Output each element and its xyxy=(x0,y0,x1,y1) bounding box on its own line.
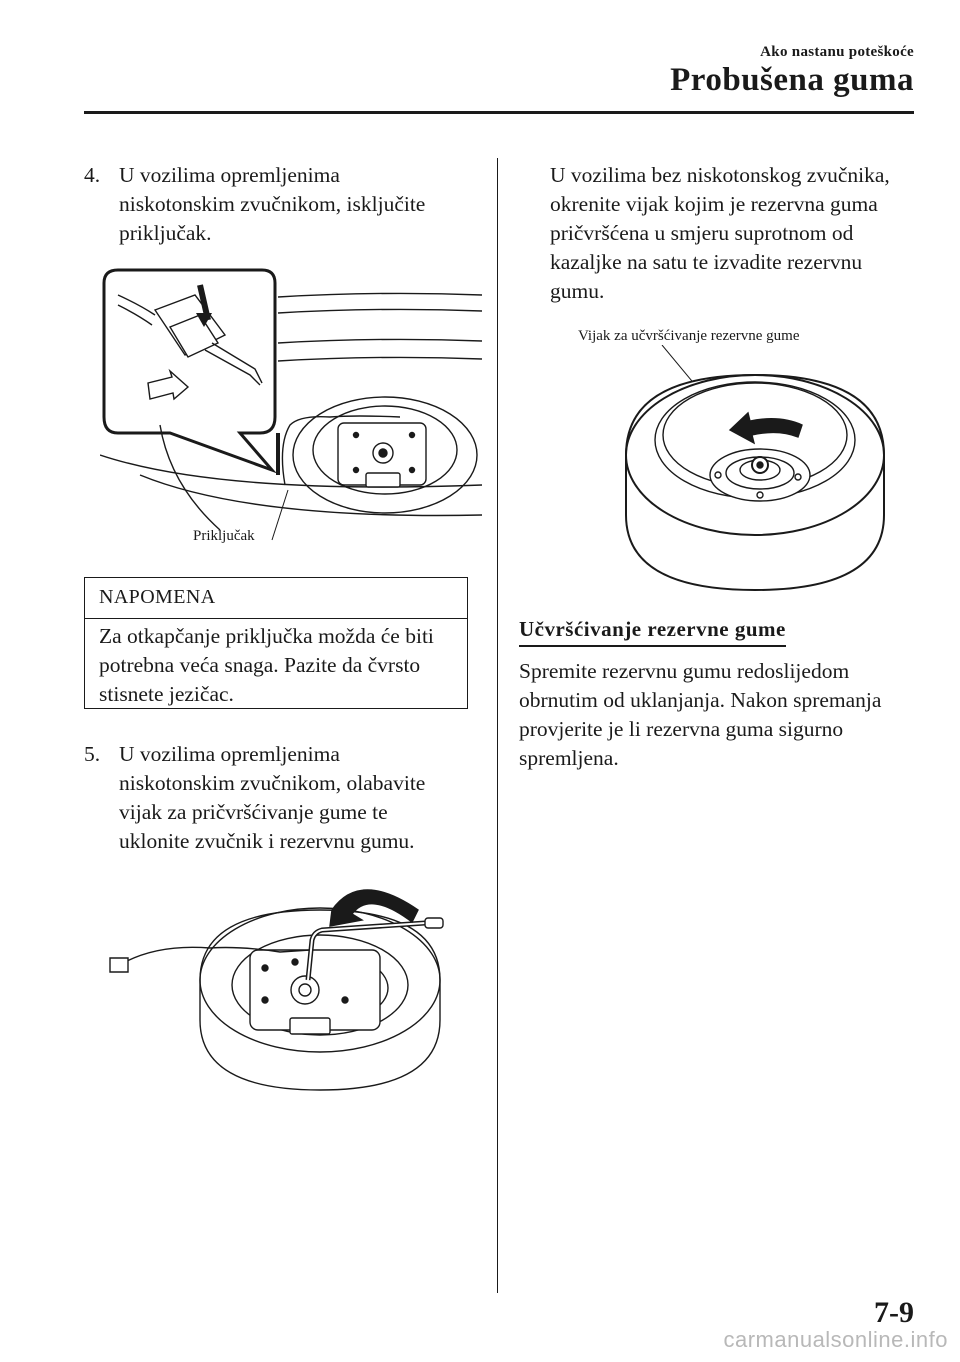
step-line: vijak za pričvršćivanje gume te xyxy=(119,800,388,824)
paragraph-line: obrnutim od uklanjanja. Nakon spremanja xyxy=(519,688,882,712)
note-box xyxy=(84,577,468,709)
note-heading: NAPOMENA xyxy=(99,586,216,608)
step-number: 4. xyxy=(84,163,101,187)
intro-paragraph xyxy=(550,161,930,306)
note-line: Za otkapčanje priključka možda će biti xyxy=(99,624,434,648)
step-line: U vozilima opremljenima xyxy=(119,742,340,766)
paragraph-line: provjerite je li rezervna guma sigurno xyxy=(519,717,844,741)
step-line: uklonite zvučnik i rezervnu gumu. xyxy=(119,829,415,853)
step-line: niskotonskim zvučnikom, isključite xyxy=(119,192,426,216)
body-paragraph xyxy=(519,657,929,773)
step-5 xyxy=(84,740,484,860)
section-subheading: Učvršćivanje rezervne gume xyxy=(519,617,786,647)
header-rule xyxy=(84,111,914,114)
column-divider xyxy=(497,158,498,1293)
figure-callout: Priključak xyxy=(193,528,255,544)
note-body xyxy=(99,622,459,709)
step-number: 5. xyxy=(84,742,101,766)
paragraph-line: Spremite rezervnu gumu redoslijedom xyxy=(519,659,850,683)
connector-illustration xyxy=(100,265,485,560)
figure-callout: Vijak za učvršćivanje rezervne gume xyxy=(578,328,800,344)
page-number: 7-9 xyxy=(874,1296,914,1329)
step-line: niskotonskim zvučnikom, olabavite xyxy=(119,771,426,795)
note-line: stisnete jezičac. xyxy=(99,682,234,706)
step-line: priključak. xyxy=(119,221,212,245)
page-title: Probušena guma xyxy=(670,62,914,98)
note-line: potrebna veća snaga. Pazite da čvrsto xyxy=(99,653,421,677)
paragraph-line: gumu. xyxy=(550,279,605,303)
paragraph-line: pričvršćena u smjeru suprotnom od xyxy=(550,221,854,245)
paragraph-line: okrenite vijak kojim je rezervna guma xyxy=(550,192,878,216)
paragraph-line: U vozilima bez niskotonskog zvučnika, xyxy=(550,163,890,187)
note-header xyxy=(85,578,467,619)
step-line: U vozilima opremljenima xyxy=(119,163,340,187)
watermark: carmanualsonline.info xyxy=(723,1327,948,1352)
paragraph-line: kazaljke na satu te izvadite rezervnu xyxy=(550,250,863,274)
spare-wheel-bolt-illustration xyxy=(620,345,890,595)
section-kicker: Ako nastanu poteškoće xyxy=(760,44,914,60)
spare-wheel-wrench-illustration xyxy=(100,870,480,1100)
step-4 xyxy=(84,161,484,251)
paragraph-line: spremljena. xyxy=(519,746,619,770)
